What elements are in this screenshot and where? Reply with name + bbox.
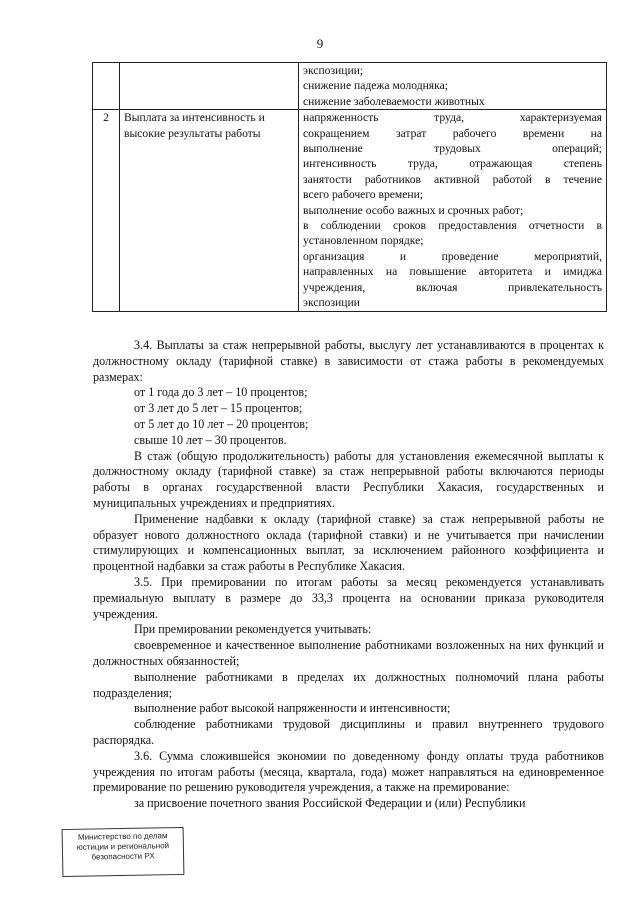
criteria-cell	[299, 63, 607, 110]
criteria-line: учреждения, включая привлекательность	[303, 280, 602, 294]
criteria-line: экспозиции;	[303, 64, 364, 77]
row-title-cell: Выплата за интенсивность и высокие результаты работы	[120, 110, 299, 311]
row-title-cell	[120, 63, 299, 110]
paragraph: В стаж (общую продолжительность) работы для установления ежемесячной выплаты к должностному окладу (тарифной ставке) за стаж непрерывной работы включаются периоды работы в органах государственной власти Республики Хакасия, государственных и муниципальных учреждениях и предприятиях.	[93, 448, 604, 510]
list-item: своевременное и качественное выполнение работниками возложенных на них функций и должностных обязанностей;	[93, 638, 604, 668]
ministry-stamp	[62, 827, 185, 877]
row-number-cell	[93, 63, 120, 110]
criteria-line: в соблюдении сроков предоставления отчетности в	[303, 219, 602, 233]
criteria-cell	[299, 110, 607, 311]
list-item: от 3 лет до 5 лет – 15 процентов;	[134, 401, 303, 416]
paragraph-3-6: 3.6. Сумма сложившейся экономии по доведенному фонду оплаты труда работников учреждения по итогам работы (месяца, квартала, года) может направляться на единовременное премирование по решению руководителя учреждения, а также на премирование:	[93, 748, 604, 795]
paragraph-3-5: 3.5. При премировании по итогам работы за месяц рекомендуется устанавливать премиальную выплату в размере до 33,3 процента на основании приказа руководителя учреждения.	[93, 574, 604, 621]
row-number-cell: 2	[93, 110, 120, 311]
list-item: за присвоение почетного звания Российской Федерации и (или) Республики	[134, 796, 526, 811]
criteria-line: выполнение трудовых операций;	[303, 142, 602, 156]
list-item: свыше 10 лет – 30 процентов.	[134, 432, 287, 447]
criteria-line: снижение падежа молодняка;	[303, 79, 448, 93]
page-number: 9	[316, 36, 324, 51]
payments-table	[92, 62, 607, 312]
stamp-line: безопасности РХ	[91, 851, 155, 862]
criteria-line: организация и проведение мероприятий,	[303, 249, 602, 263]
list-item: выполнение работ высокой напряженности и интенсивности;	[134, 701, 451, 716]
list-item: соблюдение работниками трудовой дисциплины и правил внутреннего трудового распорядка.	[93, 717, 604, 747]
criteria-line: экспозиции	[303, 296, 360, 310]
stamp-line: Министерство по делам	[77, 831, 168, 842]
criteria-line: занятости работников активной работой в течение	[303, 172, 602, 186]
criteria-line: всего рабочего времени;	[303, 188, 424, 202]
list-item: от 5 лет до 10 лет – 20 процентов;	[134, 416, 309, 431]
paragraph-3-4: 3.4. Выплаты за стаж непрерывной работы, выслугу лет устанавливаются в процентах к должностному окладу (тарифной ставке) в зависимости от стажа работы в рекомендуемых размерах:	[93, 338, 604, 384]
paragraph: При премировании рекомендуется учитывать:	[134, 622, 372, 637]
paragraph: Применение надбавки к окладу (тарифной ставке) за стаж непрерывной работы не образует нового должностного оклада (тарифной ставки) и не учитывается при начислении стимулирующих и компенсационных выплат, за исключением районного коэффициента и процентной надбавки за стаж работы в Республике Хакасия.	[93, 511, 604, 574]
list-item: выполнение работниками в пределах их должностных полномочий плана работы подразделения;	[93, 669, 604, 700]
document-body	[93, 338, 604, 812]
criteria-line: интенсивность труда, отражающая степень	[303, 157, 602, 171]
table-row	[93, 63, 607, 110]
criteria-line: выполнение особо важных и срочных работ;	[303, 203, 524, 217]
list-item: от 1 года до 3 лет – 10 процентов;	[134, 385, 308, 400]
criteria-line: снижение заболеваемости животных	[303, 94, 485, 108]
criteria-line: направленных на повышение авторитета и имиджа	[303, 265, 602, 279]
table-row	[93, 110, 607, 311]
criteria-line: сокращением затрат рабочего времени на	[303, 126, 602, 140]
criteria-line: установленном порядке;	[303, 234, 424, 248]
stamp-line: юстиции и региональной	[76, 841, 170, 852]
criteria-line: напряженность труда, характеризуемая	[303, 111, 602, 125]
